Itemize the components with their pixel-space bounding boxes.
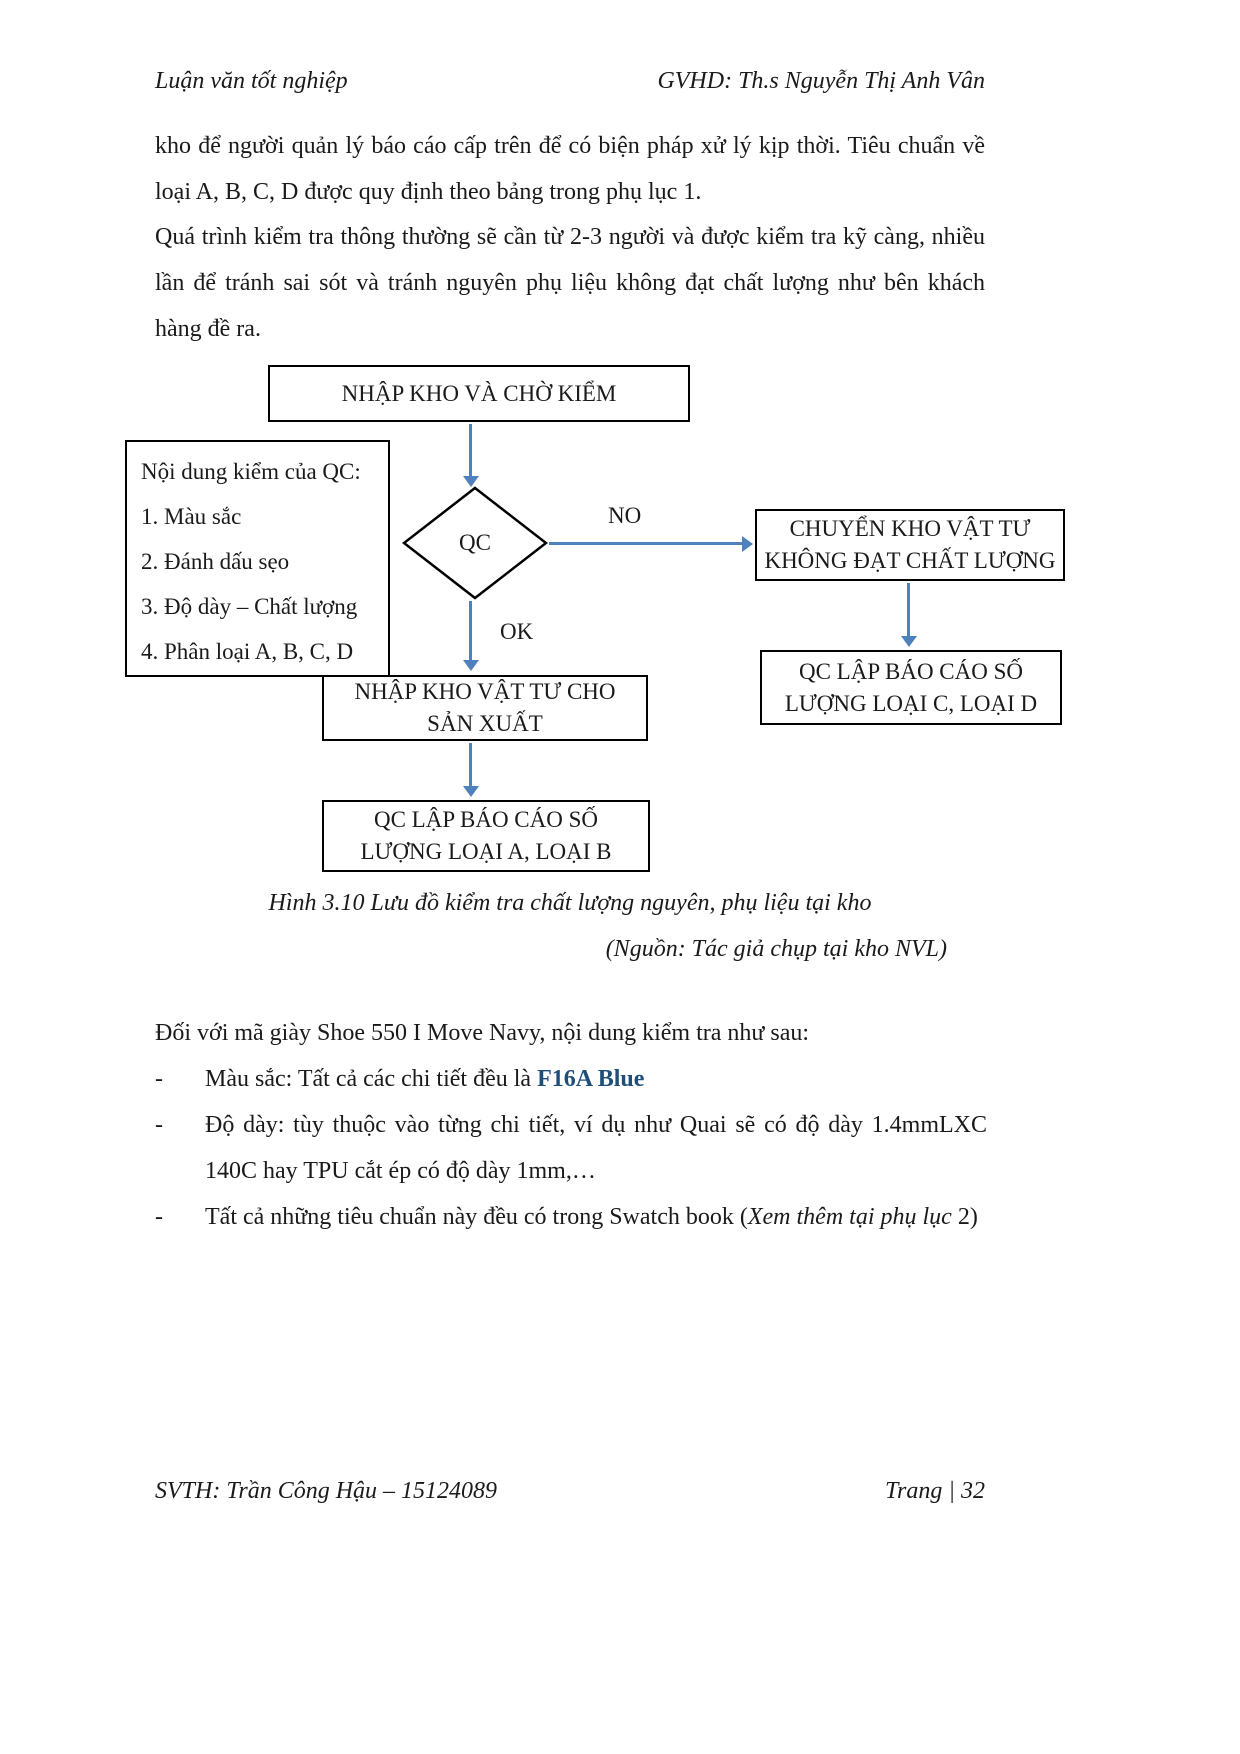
bullet-dash: - [155,1204,163,1230]
bullet-3-text: Tất cả những tiêu chuẩn này đều có trong Swatch book (Xem thêm tại phụ lục 2) [205,1204,978,1230]
flowchart-box-report-ab [322,800,650,872]
italic-note: Xem thêm tại phụ lục [747,1204,952,1230]
flowchart-box-label: NHẬP KHO VÀ CHỜ KIỂM [341,380,617,406]
flowchart-box-line: QC LẬP BÁO CÁO SỐ [373,807,599,832]
list-item [155,1056,987,1102]
flowchart-box-line: CHUYỂN KHO VẬT TƯ [789,516,1031,541]
flowchart-box-line: LƯỢNG LOẠI C, LOẠI D [784,690,1038,716]
color-code-highlight: F16A Blue [537,1066,645,1092]
flowchart-box-chuyen-kho [755,509,1065,581]
arrow-accept-to-report-ab [469,743,472,787]
flowchart-decision-diamond [402,486,548,600]
qc-check-panel [125,440,390,677]
qc-panel-item-4: 4. Phân loại A, B, C, D [141,639,354,664]
figure-source: (Nguồn: Tác giả chụp tại kho NVL) [605,936,947,962]
header-left: Luận văn tốt nghiệp [155,68,348,94]
footer-left: SVTH: Trần Công Hậu – 15124089 [155,1478,498,1504]
paragraph-1: kho để người quản lý báo cáo cấp trên để có biện pháp xử lý kịp thời. Tiêu chuẩn về loại A, B, C, D được quy định theo bảng trong phụ lục 1. [155,133,985,205]
details-section [155,1010,987,1240]
arrow-reject-to-report-cd [907,583,910,637]
qc-panel-item-3: 3. Độ dày – Chất lượng [141,594,358,619]
figure-caption: Hình 3.10 Lưu đồ kiểm tra chất lượng nguyên, phụ liệu tại kho [268,890,872,916]
paragraph-2: Quá trình kiểm tra thông thường sẽ cần từ 2-3 người và được kiểm tra kỹ càng, nhiều lần để tránh sai sót và tránh nguyên phụ liệu không đạt chất lượng như bên khách hàng đề ra. [155,224,985,342]
qc-panel-item-2: 2. Đánh dấu sẹo [141,549,290,574]
bullet-1-text: Màu sắc: Tất cả các chi tiết đều là F16A Blue [205,1066,645,1092]
bullet-dash: - [155,1112,163,1138]
flowchart-box-line: LƯỢNG LOẠI A, LOẠI B [360,839,612,864]
qc-panel-title: Nội dung kiểm của QC: [141,459,361,484]
flowchart-box-nhap-kho-san-xuat [322,675,648,741]
details-intro: Đối với mã giày Shoe 550 I Move Navy, nội dung kiểm tra như sau: [155,1020,810,1046]
footer-right: Trang | 32 [885,1478,985,1504]
edge-label-ok: OK [500,619,534,644]
diamond-label: QC [459,530,491,555]
bullet-2-text: Độ dày: tùy thuộc vào từng chi tiết, ví dụ như Quai sẽ có độ dày 1.4mmLXC 140C hay TPU cắt ép có độ dày 1mm,… [205,1112,987,1184]
list-item [155,1102,987,1194]
flowchart-box-line: KHÔNG ĐẠT CHẤT LƯỢNG [764,548,1056,573]
flowchart-box-line: QC LẬP BÁO CÁO SỐ [798,658,1024,684]
arrow-diamond-to-accept [469,601,472,661]
edge-label-no: NO [608,503,642,528]
flowchart-box-report-cd [760,650,1062,725]
flowchart-box-line: NHẬP KHO VẬT TƯ CHO [354,679,616,704]
list-item [155,1194,987,1240]
arrow-diamond-to-reject [549,542,743,545]
flowchart-box-nhap-kho-cho-kiem [268,365,690,422]
arrow-top-to-diamond [469,424,472,477]
qc-panel-item-1: 1. Màu sắc [141,504,242,529]
page-footer [155,1478,985,1505]
flowchart-box-line: SẢN XUẤT [427,711,543,736]
bullet-dash: - [155,1066,163,1092]
page-header [155,68,985,95]
header-right: GVHD: Th.s Nguyễn Thị Anh Vân [657,68,985,94]
